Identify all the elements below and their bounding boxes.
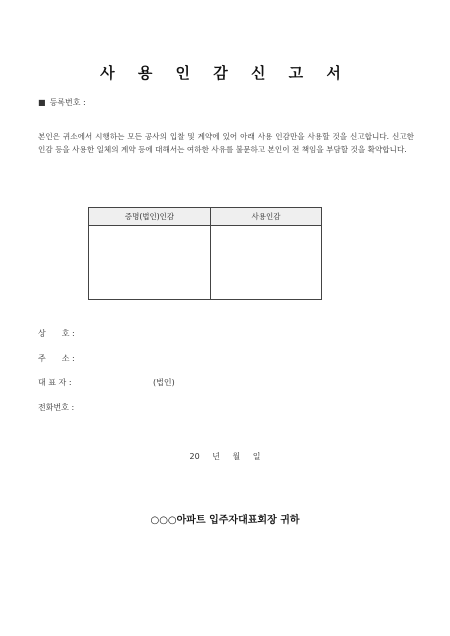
corporate-seal-mark: (법인) [153,378,175,387]
trade-name-label: 상 호 : [38,329,75,338]
representative-field [38,377,175,388]
declaration-statement: 본인은 귀소에서 시행하는 모든 공사의 입찰 및 계약에 있어 아래 사용 인감만을 사용할 것을 신고합니다. 신고한 인감 등을 사용한 일체의 계약 등에 대해서는 여하한 사유를 불문하고 본인이 전 책임을 부담할 것을 확약합니다. [38,132,414,154]
registration-number-line [38,97,86,108]
registration-number-label: 등록번호 : [49,98,86,107]
addressee-line: ○○○아파트 입주자대표회장 귀하 [150,515,300,526]
seal-table [88,207,322,300]
bullet-square-icon: ■ [38,98,46,107]
trade-name-field [38,328,75,339]
usage-seal-header: 사용인감 [211,208,322,226]
date-line: 20 년 월 일 [189,452,261,461]
usage-seal-cell [211,226,322,300]
address-field [38,353,75,364]
phone-field [38,402,74,413]
address-label: 주 소 : [38,354,75,363]
certified-seal-cell [89,226,211,300]
document-title: 사 용 인 감 신 고 서 [100,64,350,82]
certified-seal-header: 증명(법인)인감 [89,208,211,226]
representative-label: 대 표 자 : [38,378,72,387]
phone-label: 전화번호 : [38,403,75,412]
